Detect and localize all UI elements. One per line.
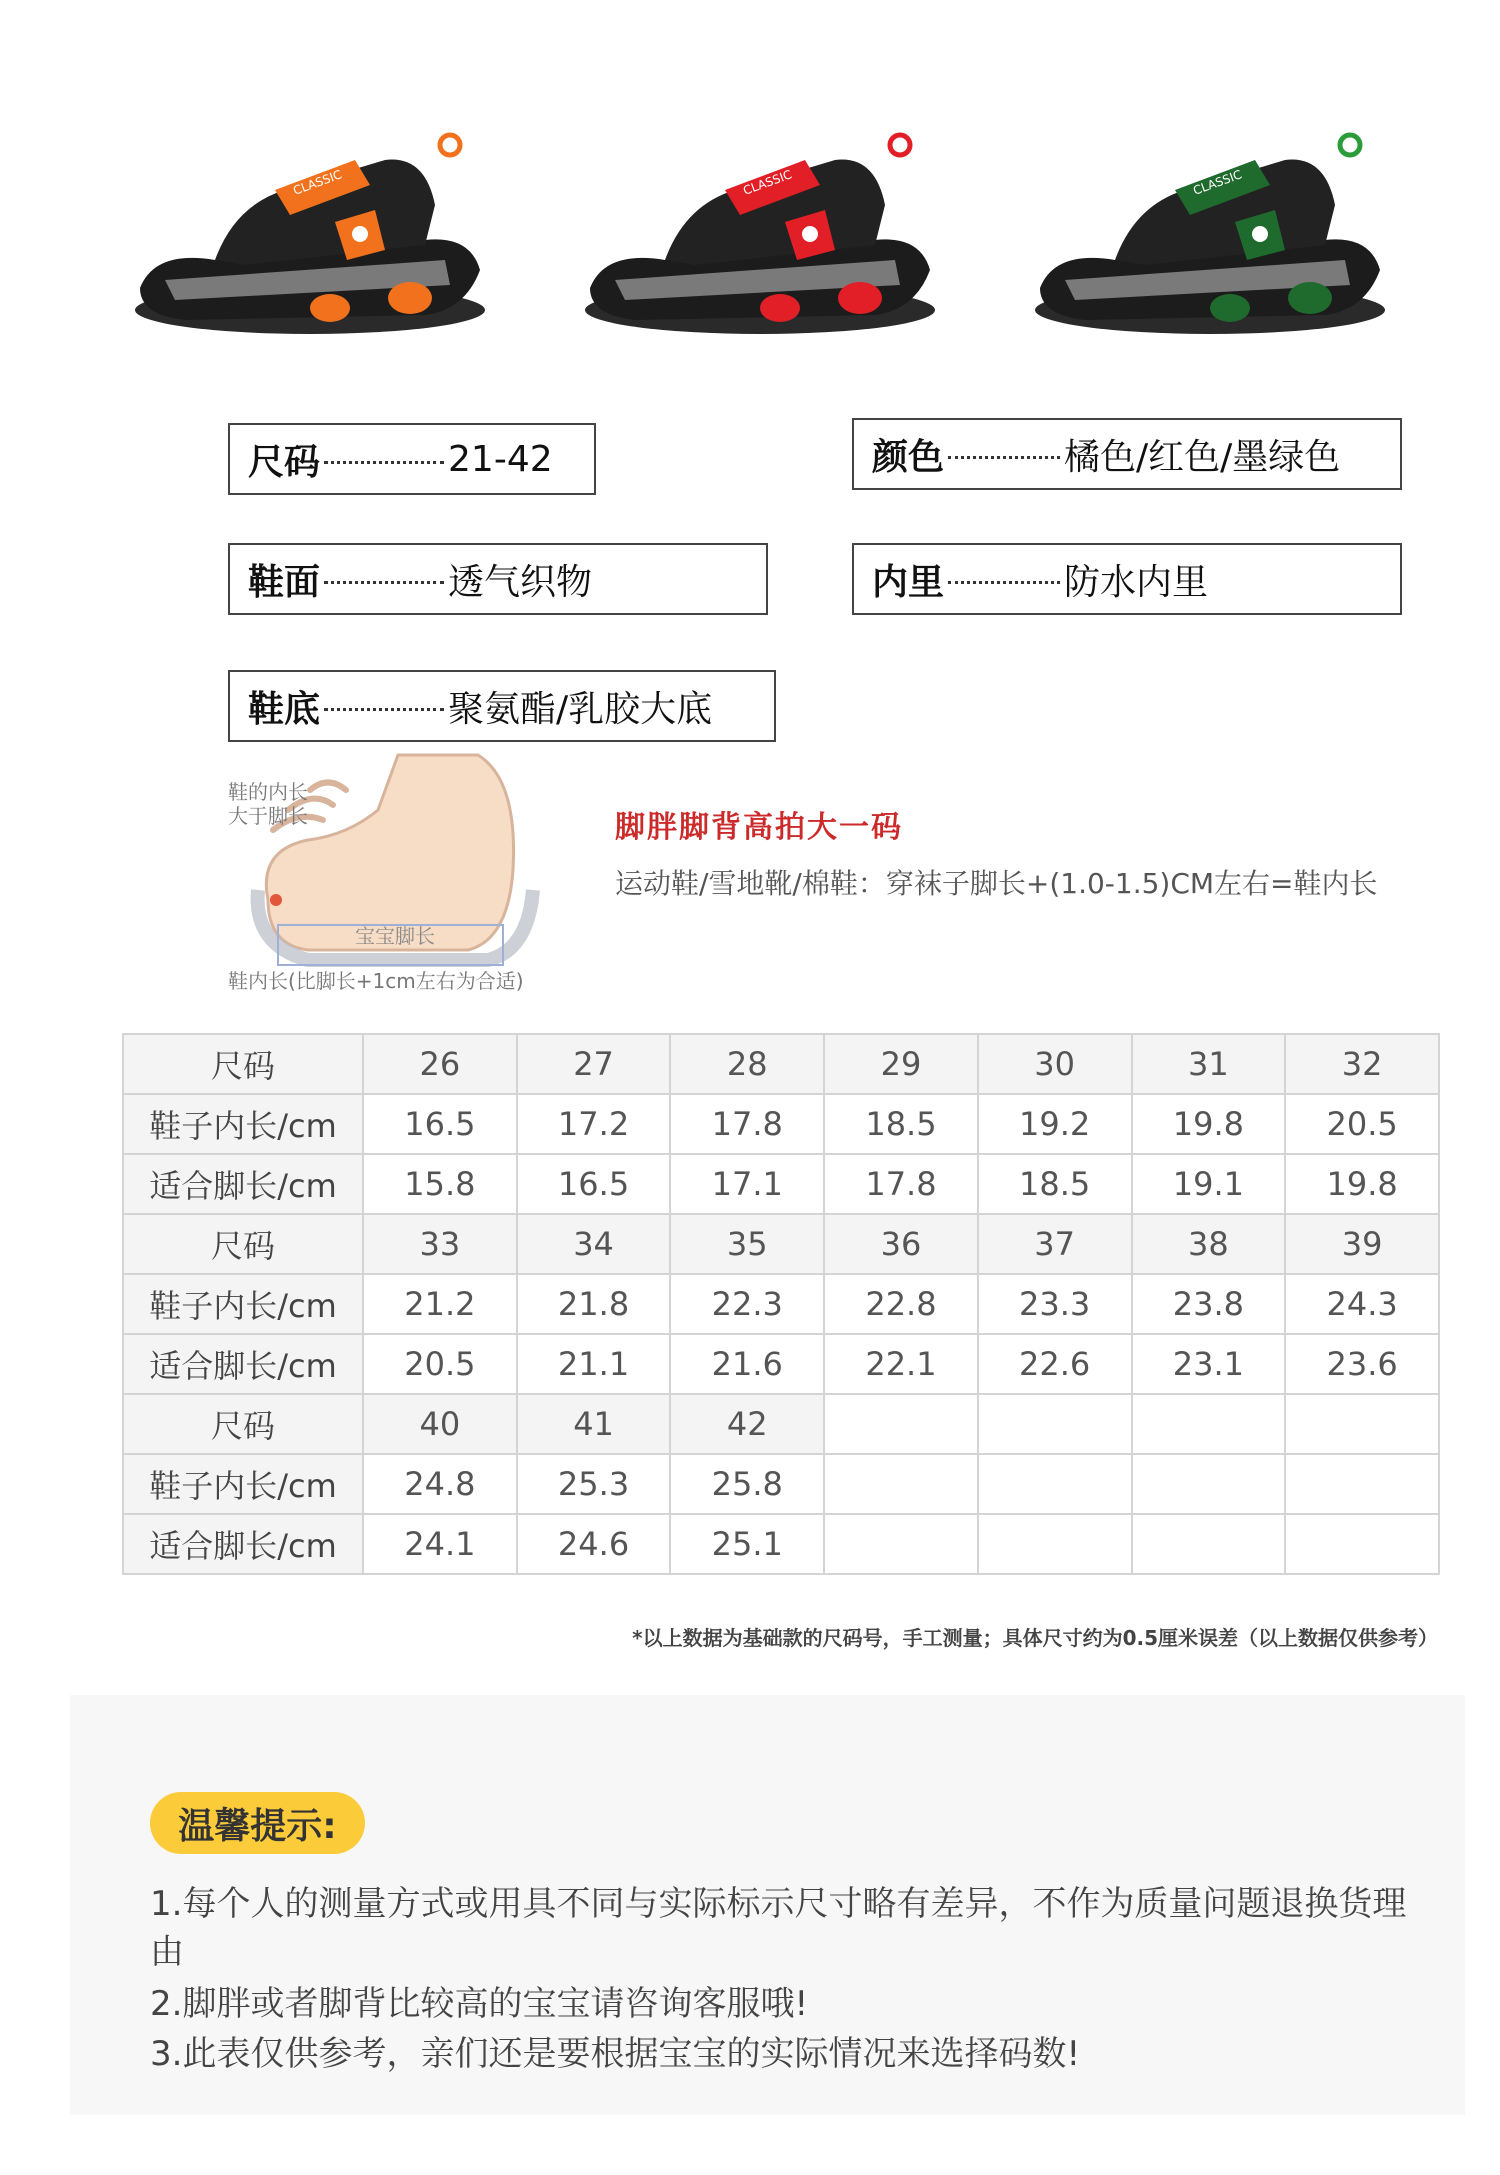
table-cell: 23.1 xyxy=(1132,1334,1286,1394)
foot-note-bottom: 鞋内长(比脚长+1cm左右为合适) xyxy=(228,969,524,993)
table-cell: 35 xyxy=(670,1214,824,1274)
foot-note-inner-line: 大于脚长 xyxy=(228,804,308,828)
attr-size xyxy=(228,423,596,495)
table-cell: 42 xyxy=(670,1394,824,1454)
table-cell: 17.8 xyxy=(824,1154,978,1214)
table-cell: 21.1 xyxy=(517,1334,671,1394)
table-cell: 27 xyxy=(517,1034,671,1094)
attr-lining xyxy=(852,543,1402,615)
table-cell: 34 xyxy=(517,1214,671,1274)
tip-line-3: 3.此表仅供参考，亲们还是要根据宝宝的实际情况来选择码数! xyxy=(150,2034,1081,2074)
attr-size-label: 尺码 xyxy=(248,441,321,483)
attr-upper-label: 鞋面 xyxy=(248,561,321,603)
table-cell xyxy=(1132,1454,1286,1514)
attr-lining-value: 防水内里 xyxy=(1064,561,1209,603)
table-cell: 18.5 xyxy=(824,1094,978,1154)
table-cell: 21.6 xyxy=(670,1334,824,1394)
product-image-red-sandal xyxy=(575,110,945,350)
product-image-orange-sandal xyxy=(125,110,495,350)
product-label: CLASSIC xyxy=(741,167,794,198)
table-cell: 21.2 xyxy=(363,1274,517,1334)
dotted-leader xyxy=(948,438,1060,459)
table-cell xyxy=(1285,1454,1439,1514)
table-cell: 18.5 xyxy=(978,1154,1132,1214)
table-cell: 24.1 xyxy=(363,1514,517,1574)
table-cell: 20.5 xyxy=(1285,1094,1439,1154)
table-cell: 23.8 xyxy=(1132,1274,1286,1334)
table-cell: 21.8 xyxy=(517,1274,671,1334)
table-cell xyxy=(824,1394,978,1454)
table-cell: 22.3 xyxy=(670,1274,824,1334)
dotted-leader xyxy=(324,690,444,711)
tip-line-1: 1.每个人的测量方式或用具不同与实际标示尺寸略有差异，不作为质量问题退换货理由 xyxy=(150,1884,1407,1972)
size-row xyxy=(123,1034,1439,1094)
product-image-green-sandal xyxy=(1025,110,1395,350)
attr-color xyxy=(852,418,1402,490)
row-label: 适合脚长/cm xyxy=(123,1154,363,1214)
fit-tip-highlight: 脚胖脚背高拍大一码 xyxy=(615,810,903,845)
attr-upper xyxy=(228,543,768,615)
attr-sole-label: 鞋底 xyxy=(248,688,321,730)
table-cell: 24.3 xyxy=(1285,1274,1439,1334)
table-cell xyxy=(1132,1514,1286,1574)
attr-upper-value: 透气织物 xyxy=(448,561,593,603)
table-cell: 23.3 xyxy=(978,1274,1132,1334)
foot-length-row xyxy=(123,1334,1439,1394)
table-cell: 25.1 xyxy=(670,1514,824,1574)
table-cell: 36 xyxy=(824,1214,978,1274)
table-cell: 19.2 xyxy=(978,1094,1132,1154)
row-label: 尺码 xyxy=(123,1394,363,1454)
table-cell xyxy=(978,1394,1132,1454)
table-cell: 37 xyxy=(978,1214,1132,1274)
table-cell: 23.6 xyxy=(1285,1334,1439,1394)
table-cell: 20.5 xyxy=(363,1334,517,1394)
table-cell: 40 xyxy=(363,1394,517,1454)
table-cell xyxy=(1285,1394,1439,1454)
table-cell: 17.2 xyxy=(517,1094,671,1154)
table-cell: 30 xyxy=(978,1034,1132,1094)
attr-color-value: 橘色/红色/墨绿色 xyxy=(1064,436,1341,478)
table-cell: 16.5 xyxy=(517,1154,671,1214)
table-cell: 17.8 xyxy=(670,1094,824,1154)
table-cell: 33 xyxy=(363,1214,517,1274)
row-label: 鞋子内长/cm xyxy=(123,1274,363,1334)
size-table-note: *以上数据为基础款的尺码号，手工测量；具体尺寸约为0.5厘米误差（以上数据仅供参考） xyxy=(632,1626,1438,1650)
table-cell xyxy=(978,1514,1132,1574)
attr-lining-label: 内里 xyxy=(872,561,945,603)
size-row xyxy=(123,1214,1439,1274)
row-label: 适合脚长/cm xyxy=(123,1514,363,1574)
table-cell xyxy=(1132,1394,1286,1454)
inner-length-row xyxy=(123,1454,1439,1514)
dotted-leader xyxy=(324,563,444,584)
row-label: 尺码 xyxy=(123,1034,363,1094)
table-cell: 22.8 xyxy=(824,1274,978,1334)
inner-length-row xyxy=(123,1274,1439,1334)
table-cell: 22.1 xyxy=(824,1334,978,1394)
table-cell: 17.1 xyxy=(670,1154,824,1214)
table-cell: 24.8 xyxy=(363,1454,517,1514)
foot-note-inner-line: 鞋的内长 xyxy=(228,780,308,804)
attr-color-label: 颜色 xyxy=(872,436,945,478)
product-label: CLASSIC xyxy=(1191,167,1244,198)
table-cell xyxy=(1285,1514,1439,1574)
table-cell: 38 xyxy=(1132,1214,1286,1274)
table-cell: 19.1 xyxy=(1132,1154,1286,1214)
foot-length-row xyxy=(123,1514,1439,1574)
table-cell xyxy=(978,1454,1132,1514)
table-cell: 19.8 xyxy=(1285,1154,1439,1214)
table-cell: 39 xyxy=(1285,1214,1439,1274)
size-row xyxy=(123,1394,1439,1454)
table-cell xyxy=(824,1514,978,1574)
table-cell: 31 xyxy=(1132,1034,1286,1094)
table-cell: 25.3 xyxy=(517,1454,671,1514)
table-cell: 28 xyxy=(670,1034,824,1094)
attr-sole xyxy=(228,670,776,742)
row-label: 尺码 xyxy=(123,1214,363,1274)
inner-length-row xyxy=(123,1094,1439,1154)
dotted-leader xyxy=(324,443,444,464)
table-cell: 15.8 xyxy=(363,1154,517,1214)
table-cell: 29 xyxy=(824,1034,978,1094)
row-label: 鞋子内长/cm xyxy=(123,1094,363,1154)
attr-sole-value: 聚氨酯/乳胶大底 xyxy=(448,688,713,730)
table-cell: 24.6 xyxy=(517,1514,671,1574)
table-cell: 26 xyxy=(363,1034,517,1094)
dotted-leader xyxy=(948,563,1060,584)
size-table xyxy=(122,1033,1440,1575)
row-label: 鞋子内长/cm xyxy=(123,1454,363,1514)
table-cell: 32 xyxy=(1285,1034,1439,1094)
table-cell: 25.8 xyxy=(670,1454,824,1514)
table-cell xyxy=(824,1454,978,1514)
foot-note-baby: 宝宝脚长 xyxy=(355,924,435,948)
table-cell: 22.6 xyxy=(978,1334,1132,1394)
tip-line-2: 2.脚胖或者脚背比较高的宝宝请咨询客服哦! xyxy=(150,1984,809,2024)
table-cell: 41 xyxy=(517,1394,671,1454)
fit-tip-formula: 运动鞋/雪地靴/棉鞋：穿袜子脚长+(1.0-1.5)CM左右=鞋内长 xyxy=(615,867,1378,900)
table-cell: 19.8 xyxy=(1132,1094,1286,1154)
attr-size-value: 21-42 xyxy=(448,438,553,480)
tips-title-badge: 温馨提示: xyxy=(150,1792,365,1854)
foot-note-inner xyxy=(228,780,308,828)
product-label: CLASSIC xyxy=(291,167,344,198)
size-table-body xyxy=(123,1034,1439,1574)
row-label: 适合脚长/cm xyxy=(123,1334,363,1394)
foot-length-row xyxy=(123,1154,1439,1214)
table-cell: 16.5 xyxy=(363,1094,517,1154)
